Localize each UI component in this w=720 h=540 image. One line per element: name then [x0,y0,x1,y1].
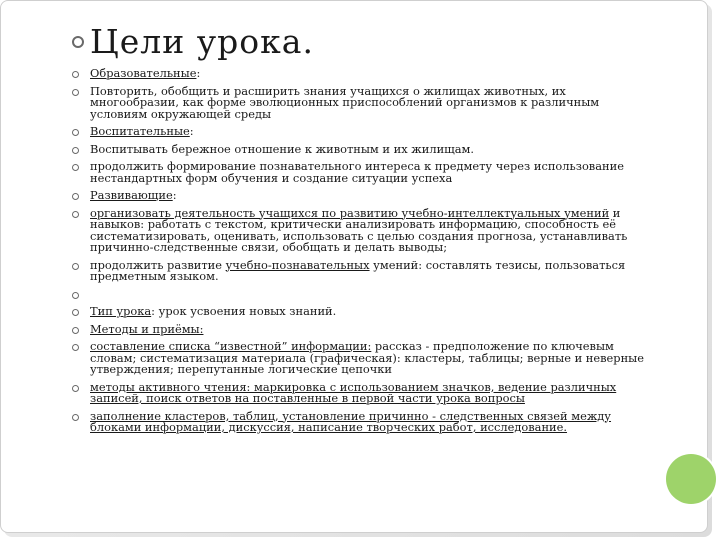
bullet-icon [72,211,79,218]
bullet-icon [72,414,79,421]
bullet-icon [72,292,79,299]
decorative-green-circle-icon [666,454,716,504]
slide-title [72,22,314,61]
title-bullet-icon [72,36,84,48]
title-text: Цели урока. [90,22,314,61]
list-item-empty [72,289,652,301]
list-item: Методы и приёмы: [72,324,652,336]
bullet-icon [72,164,79,171]
list-item: продолжить развитие учебно-познавательных умений: составлять тезисы, пользоваться предметным языком. [72,260,652,283]
list-item: организовать деятельность учащихся по развитию учебно-интеллектуальных умений и навыков: работать с текстом, критически анализировать информацию, способность её систематизировать, оценивать, использовать с целью создания прогноза, устанавливать причинно-следственные связи, обобщать и делать выводы; [72,208,652,254]
bullet-icon [72,309,79,316]
list-item: Образовательные: [72,68,652,80]
list-item: Воспитательные: [72,126,652,138]
bullet-list [72,68,652,440]
bullet-icon [72,147,79,154]
list-item: продолжить формирование познавательного интереса к предмету через использование нестандартных форм обучения и создание ситуации успеха [72,161,652,184]
bullet-icon [72,327,79,334]
list-item: Повторить, обобщить и расширить знания учащихся о жилищах животных, их многообразии, как форме эволюционных приспособлений организмов к различным условиям окружающей среды [72,86,652,121]
bullet-icon [72,263,79,270]
list-item: методы активного чтения: маркировка с использованием значков, ведение различных записей, поиск ответов на поставленные в первой части урока вопросы [72,382,652,405]
bullet-icon [72,344,79,351]
list-item: заполнение кластеров, таблиц, установление причинно - следственных связей между блоками информации, дискуссия, написание творческих работ, исследование. [72,411,652,434]
bullet-icon [72,129,79,136]
bullet-icon [72,89,79,96]
list-item: Развивающие: [72,190,652,202]
bullet-icon [72,385,79,392]
list-item: составление списка “известной” информации: рассказ - предположение по ключевым словам; систематизация материала (графическая): кластеры, таблицы; верные и неверные утверждения; перепутанные логические цепочки [72,341,652,376]
bullet-icon [72,193,79,200]
list-item: Тип урока: урок усвоения новых знаний. [72,306,652,318]
bullet-icon [72,71,79,78]
list-item: Воспитывать бережное отношение к животным и их жилищам. [72,144,652,156]
